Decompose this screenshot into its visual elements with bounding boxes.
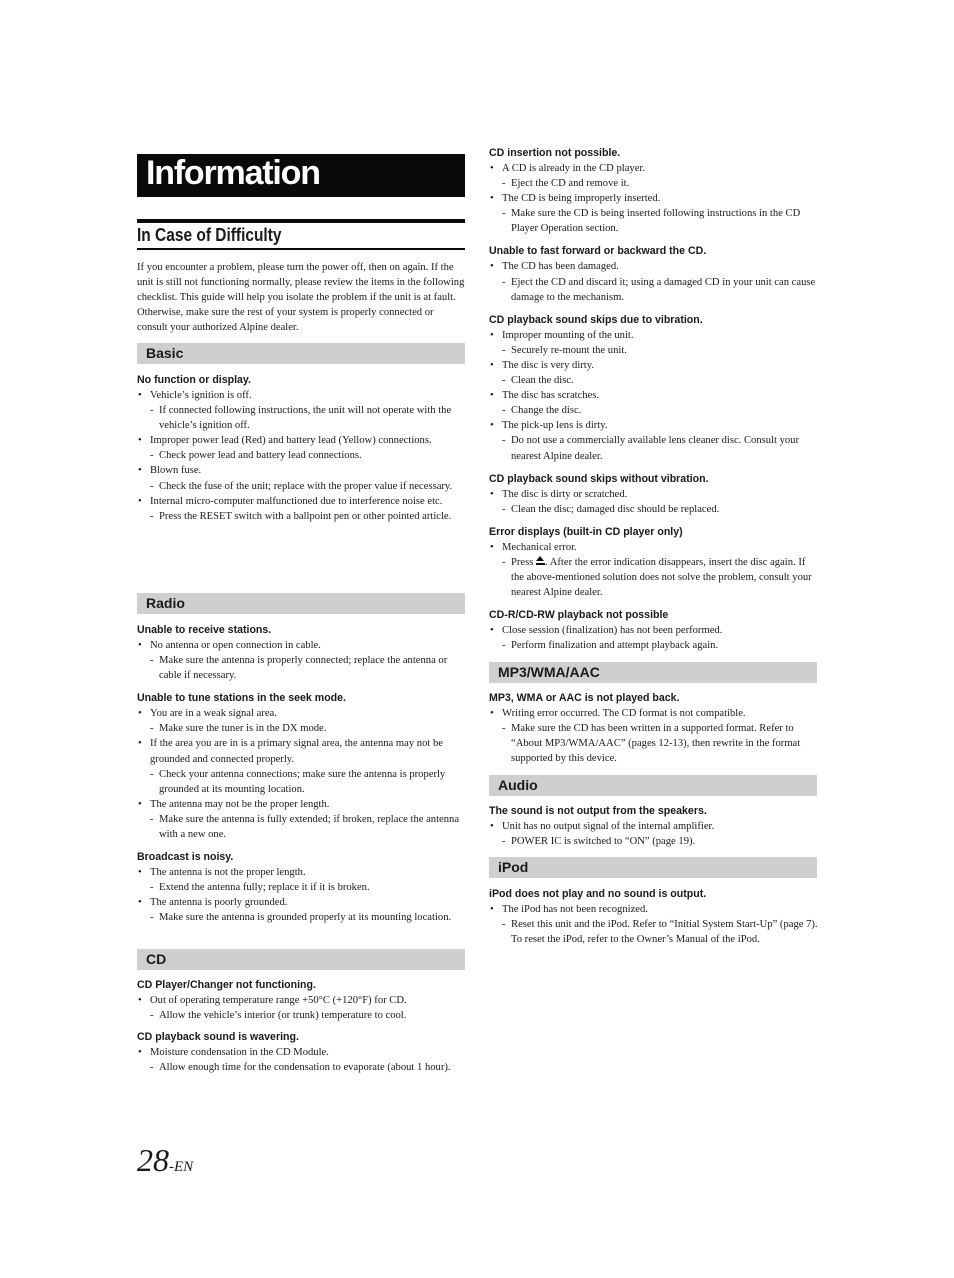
problem-heading: Error displays (built-in CD player only) [489,525,683,538]
section-header-label: iPod [498,859,529,875]
cause-item: • The antenna is not the proper length. [137,865,467,880]
section-header-radio [137,593,465,614]
remedy-item: - Make sure the antenna is grounded properly at its mounting location. [137,910,467,925]
remedy-item: - Clean the disc. [489,373,819,388]
section-header-audio [489,775,817,796]
problem-heading: Unable to tune stations in the seek mode. [137,692,346,705]
section-header-label: Audio [498,777,538,793]
remedy-item: - Make sure the CD has been written in a supported format. Refer to “About MP3/WMA/AAC” (pages 12-13), then rewrite in the format supported by this device. [489,721,819,766]
cause-item: • Mechanical error. [489,540,819,555]
cause-item: • Improper mounting of the unit. [489,328,819,343]
page-number [137,1142,193,1179]
cd-block-left [137,978,467,1075]
page-number-suffix: -EN [169,1159,194,1175]
remedy-item: - Make sure the antenna is properly connected; replace the antenna or cable if necessary. [137,653,467,683]
problem-heading: CD playback sound skips without vibration. [489,472,709,485]
remedy-item: - Do not use a commercially available lens cleaner disc. Consult your nearest Alpine dealer. [489,433,819,463]
remedy-item [489,555,819,600]
problem-heading: CD playback sound skips due to vibration. [489,313,703,326]
problem-heading: Unable to receive stations. [137,624,272,636]
cause-item: • No antenna or open connection in cable. [137,638,467,653]
problem-heading: MP3, WMA or AAC is not played back. [489,692,680,704]
cause-item: • Vehicle’s ignition is off. [137,388,467,403]
subtitle-rule-top [137,219,465,223]
cause-item: • Close session (finalization) has not been performed. [489,623,819,638]
remedy-item: - Eject the CD and remove it. [489,176,819,191]
section-header-mp3 [489,662,817,683]
section-header-label: MP3/WMA/AAC [498,664,600,680]
cause-item: • You are in a weak signal area. [137,706,467,721]
remedy-item: - Clean the disc; damaged disc should be replaced. [489,502,819,517]
chapter-title: Information [146,154,320,192]
problem-heading: Broadcast is noisy. [137,851,234,864]
remedy-item: - Press the RESET switch with a ballpoint pen or other pointed article. [137,509,467,524]
problem-heading: CD playback sound is wavering. [137,1031,299,1044]
remedy-item: - Change the disc. [489,403,819,418]
section-header-label: Basic [146,345,184,361]
cause-item: • The disc has scratches. [489,388,819,403]
remedy-item: - Allow the vehicle’s interior (or trunk) temperature to cool. [137,1008,467,1023]
cause-item: • The CD is being improperly inserted. [489,191,819,206]
remedy-text-press: Press [511,556,534,568]
mp3-block [489,691,819,766]
audio-block [489,804,819,849]
remedy-item: - Check power lead and battery lead connections. [137,448,467,463]
cause-item: • If the area you are in is a primary signal area, the antenna may not be grounded and connected properly. [137,736,467,766]
radio-block [137,623,467,926]
cause-item: • Moisture condensation in the CD Module. [137,1045,467,1060]
remedy-item: - Reset this unit and the iPod. Refer to “Initial System Start-Up” (page 7). To reset the iPod, refer to the Owner’s Manual of the iPod. [489,917,819,947]
remedy-item: - Make sure the tuner is in the DX mode. [137,721,467,736]
section-header-cd [137,949,465,970]
cause-item: • A CD is already in the CD player. [489,161,819,176]
problem-heading: Unable to fast forward or backward the CD. [489,245,707,258]
cause-item: • Writing error occurred. The CD format is not compatible. [489,706,819,721]
cause-item: • Unit has no output signal of the internal amplifier. [489,819,819,834]
remedy-item: - Perform finalization and attempt playback again. [489,638,819,653]
remedy-item: - Make sure the CD is being inserted following instructions in the CD Player Operation section. [489,206,819,236]
remedy-item: - Securely re-mount the unit. [489,343,819,358]
cause-item: • Improper power lead (Red) and battery lead (Yellow) connections. [137,433,467,448]
problem-heading: CD Player/Changer not functioning. [137,979,316,991]
problem-heading: No function or display. [137,374,251,386]
remedy-text: . After the error indication disappears, insert the disc again. If the above-mentioned solution does not solve the problem, consult your nearest Alpine dealer. [511,556,812,599]
cause-item: • Out of operating temperature range +50°C (+120°F) for CD. [137,993,467,1008]
cause-item: • The disc is very dirty. [489,358,819,373]
intro-paragraph: If you encounter a problem, please turn the power off, then on again. If the unit is still not functioning normally, please review the items in the following checklist. This guide will help you isolate the problem if the unit is at fault. Otherwise, make sure the rest of your system is properly connected or consult your authorized Alpine dealer. [137,262,465,333]
cause-item: • Blown fuse. [137,463,467,478]
cause-item: • The antenna is poorly grounded. [137,895,467,910]
problem-heading: iPod does not play and no sound is output. [489,888,707,900]
section-header-label: CD [146,951,167,967]
problem-heading: CD insertion not possible. [489,147,621,159]
subtitle-rule-bottom [137,248,465,250]
cd-block-right [489,146,819,653]
eject-icon [536,556,545,566]
cause-item: • The pick-up lens is dirty. [489,418,819,433]
remedy-item: - POWER IC is switched to “ON” (page 19). [489,834,819,849]
section-title: In Case of Difficulty [137,225,282,245]
page-number-value: 28 [137,1142,169,1178]
remedy-item: - If connected following instructions, the unit will not operate with the vehicle’s ignition off. [137,403,467,433]
remedy-item: - Eject the CD and discard it; using a damaged CD in your unit can cause damage to the mechanism. [489,275,819,305]
ipod-block [489,887,819,947]
remedy-item: - Check the fuse of the unit; replace with the proper value if necessary. [137,479,467,494]
basic-block [137,373,467,524]
problem-heading: The sound is not output from the speakers. [489,805,707,817]
section-header-label: Radio [146,595,185,611]
remedy-item: - Allow enough time for the condensation to evaporate (about 1 hour). [137,1060,467,1075]
section-header-basic [137,343,465,364]
remedy-item: - Make sure the antenna is fully extended; if broken, replace the antenna with a new one. [137,812,467,842]
cause-item: • Internal micro-computer malfunctioned due to interference noise etc. [137,494,467,509]
cause-item: • The iPod has not been recognized. [489,902,819,917]
remedy-item: - Check your antenna connections; make sure the antenna is properly grounded at its mounting location. [137,767,467,797]
cause-item: • The antenna may not be the proper length. [137,797,467,812]
problem-heading: CD-R/CD-RW playback not possible [489,609,669,622]
cause-item: • The disc is dirty or scratched. [489,487,819,502]
chapter-title-bar [137,154,465,197]
section-header-ipod [489,857,817,878]
cause-item: • The CD has been damaged. [489,259,819,274]
remedy-item: - Extend the antenna fully; replace it if it is broken. [137,880,467,895]
